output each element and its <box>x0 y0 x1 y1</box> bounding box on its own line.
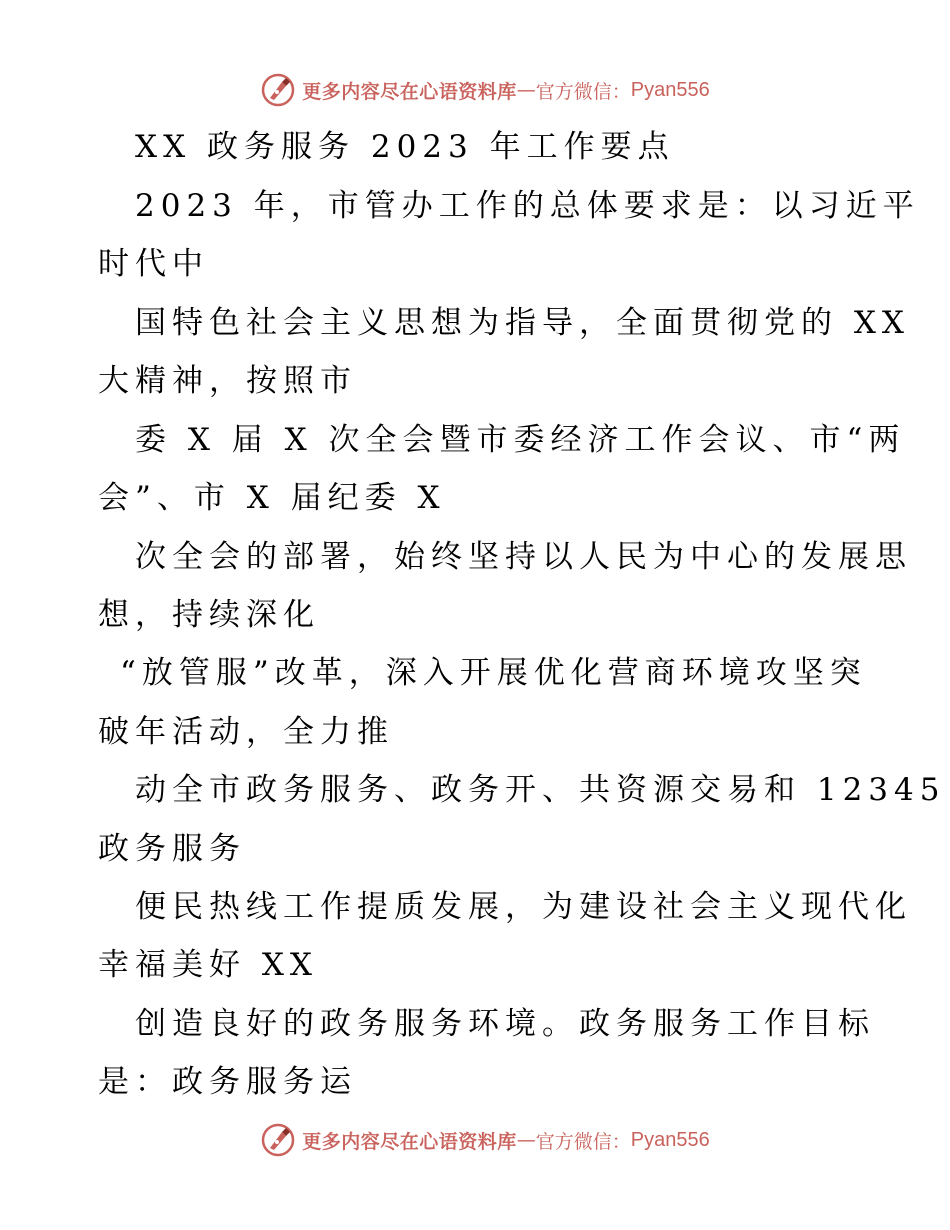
paragraph-line: 创造良好的政务服务环境。政务服务工作目标 <box>135 1006 875 1042</box>
paragraph-line: 国特色社会主义思想为指导，全面贯彻党的 XX <box>135 305 910 341</box>
paragraph-line: 想，持续深化 <box>98 597 320 633</box>
paragraph-line: 时代中 <box>98 246 209 282</box>
header-banner-text: 更多内容尽在心语资料库 <box>302 80 517 103</box>
paragraph-line: 幸福美好 XX <box>98 947 318 983</box>
footer-wechat-label: 官方微信： <box>535 1130 631 1153</box>
paragraph-line: 会”、市 X 届纪委 X <box>98 480 446 516</box>
paragraph-line: 是：政务服务运 <box>98 1064 357 1100</box>
paragraph-line: 破年活动，全力推 <box>98 714 394 750</box>
footer-banner-text: 更多内容尽在心语资料库 <box>302 1130 517 1153</box>
pen-nib-logo-icon <box>260 72 296 108</box>
header-wechat-label: 官方微信： <box>535 80 631 103</box>
pen-nib-logo-icon <box>260 1122 296 1158</box>
header-wechat-id: Pyan556 <box>630 78 710 101</box>
paragraph-line: 便民热线工作提质发展，为建设社会主义现代化 <box>135 889 912 925</box>
footer-banner <box>0 1120 950 1160</box>
paragraph-line: 次全会的部署，始终坚持以人民为中心的发展思 <box>135 539 912 575</box>
paragraph-line: “放管服”改革，深入开展优化营商环境攻坚突 <box>120 655 867 691</box>
paragraph-line: 政务服务 <box>98 831 246 867</box>
header-banner <box>0 70 950 110</box>
footer-banner-separator: — <box>516 1129 536 1151</box>
header-banner-separator: — <box>516 79 536 101</box>
footer-wechat-id: Pyan556 <box>630 1128 710 1151</box>
paragraph-line: 2023 年，市管办工作的总体要求是：以习近平 <box>135 188 920 224</box>
paragraph-line: 大精神，按照市 <box>98 363 357 399</box>
footer-banner-content <box>260 1122 710 1158</box>
paragraph-line: 动全市政务服务、政务开、共资源交易和 12345 <box>135 772 946 808</box>
paragraph-line: 委 X 届 X 次全会暨市委经济工作会议、市“两 <box>135 422 906 458</box>
document-title: XX 政务服务 2023 年工作要点 <box>135 129 675 165</box>
header-banner-content <box>260 72 710 108</box>
